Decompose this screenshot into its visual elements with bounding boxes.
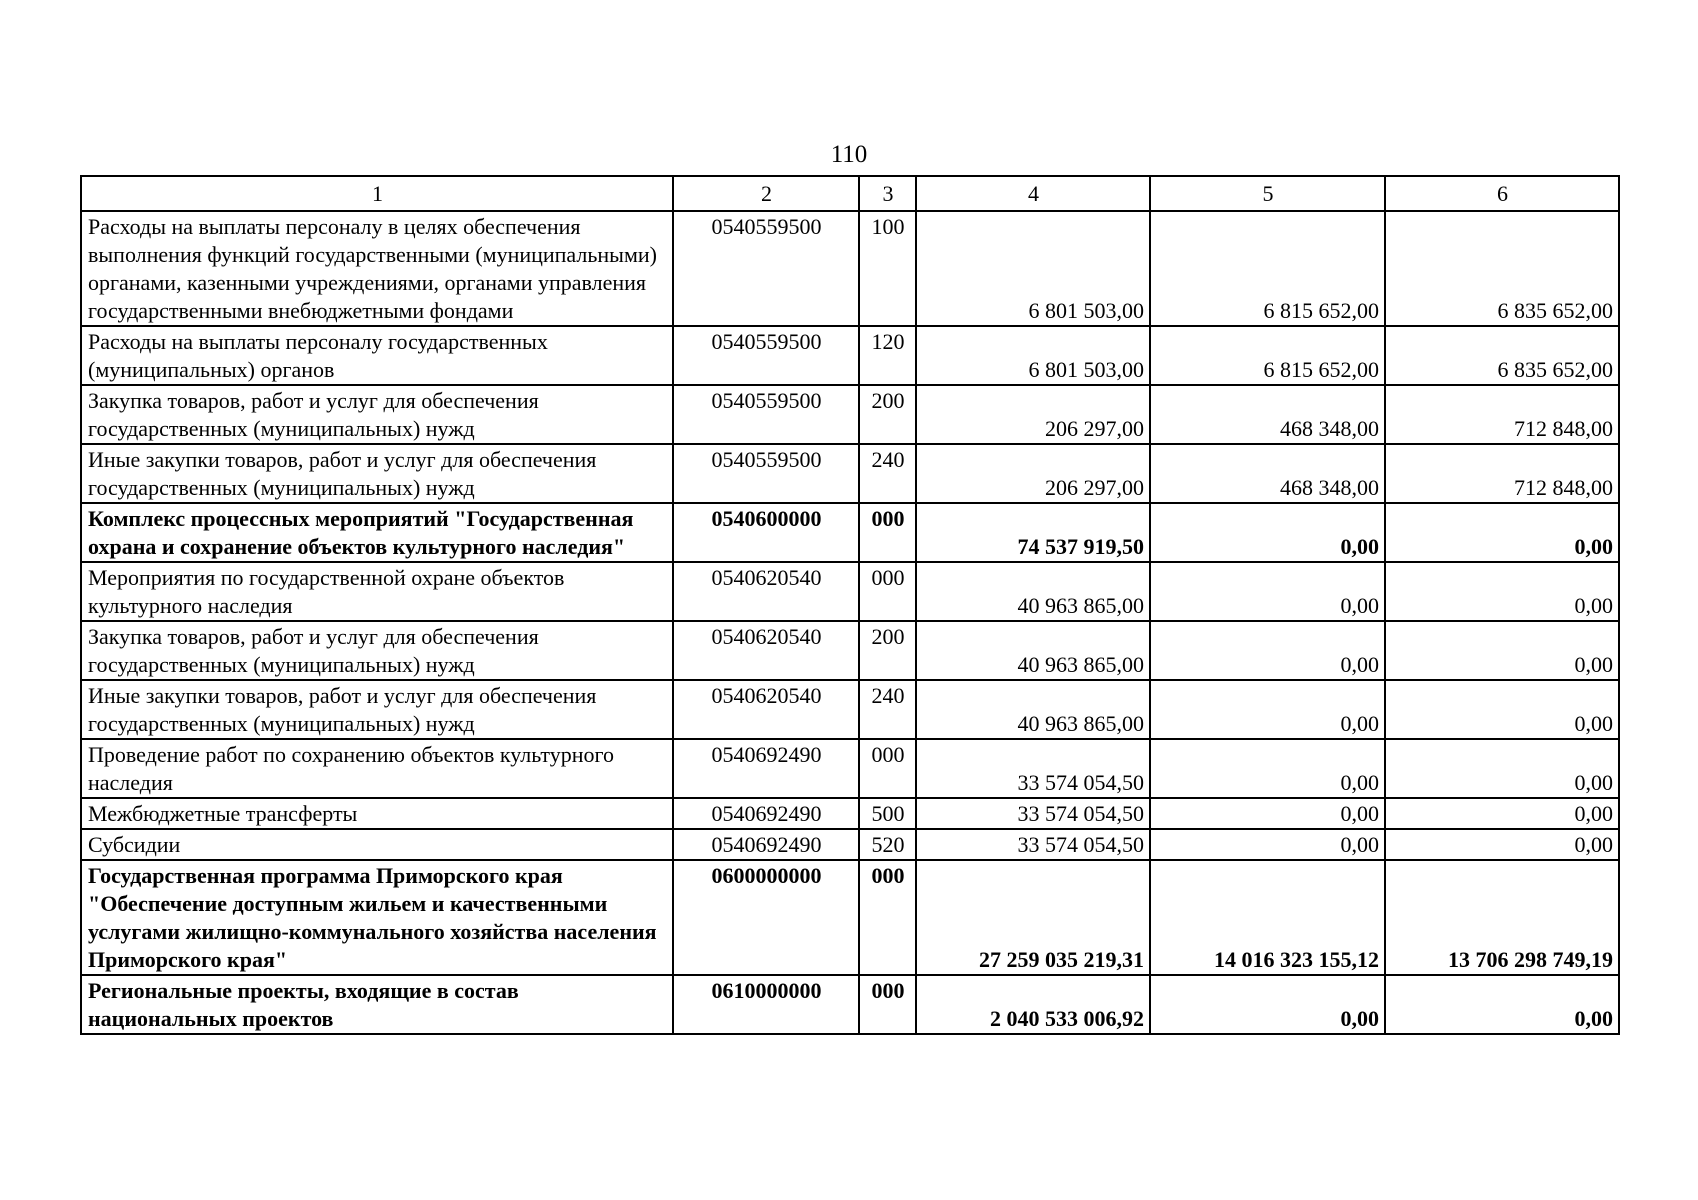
row-name: Государственная программа Приморского края "Обеспечение доступным жильем и качественными услугами жилищно-коммунального хозяйства населения Приморского края"	[81, 860, 673, 975]
table-row	[81, 211, 1619, 326]
table-row	[81, 798, 1619, 829]
row-value-6: 0,00	[1385, 798, 1619, 829]
row-value-5: 0,00	[1150, 829, 1385, 860]
row-value-4: 206 297,00	[916, 444, 1150, 503]
row-type: 000	[859, 975, 916, 1034]
row-name: Иные закупки товаров, работ и услуг для обеспечения государственных (муниципальных) нужд	[81, 444, 673, 503]
row-value-4: 40 963 865,00	[916, 680, 1150, 739]
row-value-6: 0,00	[1385, 739, 1619, 798]
row-value-6: 0,00	[1385, 975, 1619, 1034]
row-name: Расходы на выплаты персоналу в целях обеспечения выполнения функций государственными (муниципальными) органами, казенными учреждениями, органами управления государственными внебюджетными фондами	[81, 211, 673, 326]
row-type: 000	[859, 860, 916, 975]
row-value-5: 0,00	[1150, 562, 1385, 621]
row-value-6: 0,00	[1385, 680, 1619, 739]
row-value-4: 33 574 054,50	[916, 739, 1150, 798]
row-value-4: 74 537 919,50	[916, 503, 1150, 562]
row-code: 0540620540	[673, 621, 859, 680]
row-name: Проведение работ по сохранению объектов культурного наследия	[81, 739, 673, 798]
row-value-6: 712 848,00	[1385, 385, 1619, 444]
row-value-5: 0,00	[1150, 975, 1385, 1034]
table-row	[81, 385, 1619, 444]
header-cell-4: 4	[916, 176, 1150, 211]
table-row	[81, 562, 1619, 621]
row-type: 200	[859, 385, 916, 444]
header-cell-2: 2	[673, 176, 859, 211]
row-code: 0540692490	[673, 798, 859, 829]
table-row	[81, 503, 1619, 562]
row-value-6: 6 835 652,00	[1385, 211, 1619, 326]
row-code: 0540559500	[673, 444, 859, 503]
row-name: Закупка товаров, работ и услуг для обеспечения государственных (муниципальных) нужд	[81, 621, 673, 680]
row-name: Мероприятия по государственной охране объектов культурного наследия	[81, 562, 673, 621]
row-value-6: 0,00	[1385, 621, 1619, 680]
row-value-6: 6 835 652,00	[1385, 326, 1619, 385]
row-value-5: 468 348,00	[1150, 385, 1385, 444]
row-type: 520	[859, 829, 916, 860]
row-code: 0610000000	[673, 975, 859, 1034]
row-value-6: 712 848,00	[1385, 444, 1619, 503]
row-type: 240	[859, 444, 916, 503]
row-type: 100	[859, 211, 916, 326]
header-cell-3: 3	[859, 176, 916, 211]
table-row	[81, 860, 1619, 975]
row-code: 0540692490	[673, 739, 859, 798]
row-type: 500	[859, 798, 916, 829]
row-value-5: 0,00	[1150, 503, 1385, 562]
page-number: 110	[830, 141, 868, 168]
row-value-6: 0,00	[1385, 829, 1619, 860]
row-code: 0540692490	[673, 829, 859, 860]
header-cell-6: 6	[1385, 176, 1619, 211]
header-cell-1: 1	[81, 176, 673, 211]
row-value-5: 0,00	[1150, 680, 1385, 739]
table-row	[81, 621, 1619, 680]
row-name: Комплекс процессных мероприятий "Государственная охрана и сохранение объектов культурного наследия"	[81, 503, 673, 562]
row-type: 000	[859, 562, 916, 621]
table-row	[81, 739, 1619, 798]
row-value-4: 33 574 054,50	[916, 829, 1150, 860]
row-type: 000	[859, 739, 916, 798]
row-value-4: 27 259 035 219,31	[916, 860, 1150, 975]
row-value-4: 206 297,00	[916, 385, 1150, 444]
row-value-5: 14 016 323 155,12	[1150, 860, 1385, 975]
header-cell-5: 5	[1150, 176, 1385, 211]
table-row	[81, 326, 1619, 385]
row-name: Расходы на выплаты персоналу государственных (муниципальных) органов	[81, 326, 673, 385]
row-type: 200	[859, 621, 916, 680]
row-code: 0600000000	[673, 860, 859, 975]
row-value-4: 2 040 533 006,92	[916, 975, 1150, 1034]
row-value-4: 33 574 054,50	[916, 798, 1150, 829]
row-value-4: 6 801 503,00	[916, 326, 1150, 385]
row-value-6: 0,00	[1385, 562, 1619, 621]
table-row	[81, 680, 1619, 739]
budget-table	[80, 175, 1620, 1035]
row-value-4: 40 963 865,00	[916, 562, 1150, 621]
row-code: 0540620540	[673, 562, 859, 621]
row-name: Межбюджетные трансферты	[81, 798, 673, 829]
row-value-6: 13 706 298 749,19	[1385, 860, 1619, 975]
row-type: 120	[859, 326, 916, 385]
row-value-5: 0,00	[1150, 798, 1385, 829]
row-value-5: 0,00	[1150, 739, 1385, 798]
row-code: 0540559500	[673, 211, 859, 326]
table-row	[81, 975, 1619, 1034]
row-value-4: 40 963 865,00	[916, 621, 1150, 680]
row-code: 0540559500	[673, 385, 859, 444]
row-value-4: 6 801 503,00	[916, 211, 1150, 326]
row-type: 240	[859, 680, 916, 739]
row-name: Региональные проекты, входящие в состав национальных проектов	[81, 975, 673, 1034]
table-row	[81, 444, 1619, 503]
row-value-6: 0,00	[1385, 503, 1619, 562]
row-code: 0540620540	[673, 680, 859, 739]
row-value-5: 0,00	[1150, 621, 1385, 680]
table-body	[81, 176, 1619, 1034]
row-value-5: 6 815 652,00	[1150, 211, 1385, 326]
header-row	[81, 176, 1619, 211]
row-name: Закупка товаров, работ и услуг для обеспечения государственных (муниципальных) нужд	[81, 385, 673, 444]
row-value-5: 6 815 652,00	[1150, 326, 1385, 385]
row-code: 0540600000	[673, 503, 859, 562]
row-type: 000	[859, 503, 916, 562]
row-name: Иные закупки товаров, работ и услуг для обеспечения государственных (муниципальных) нужд	[81, 680, 673, 739]
row-value-5: 468 348,00	[1150, 444, 1385, 503]
row-code: 0540559500	[673, 326, 859, 385]
row-name: Субсидии	[81, 829, 673, 860]
table-row	[81, 829, 1619, 860]
